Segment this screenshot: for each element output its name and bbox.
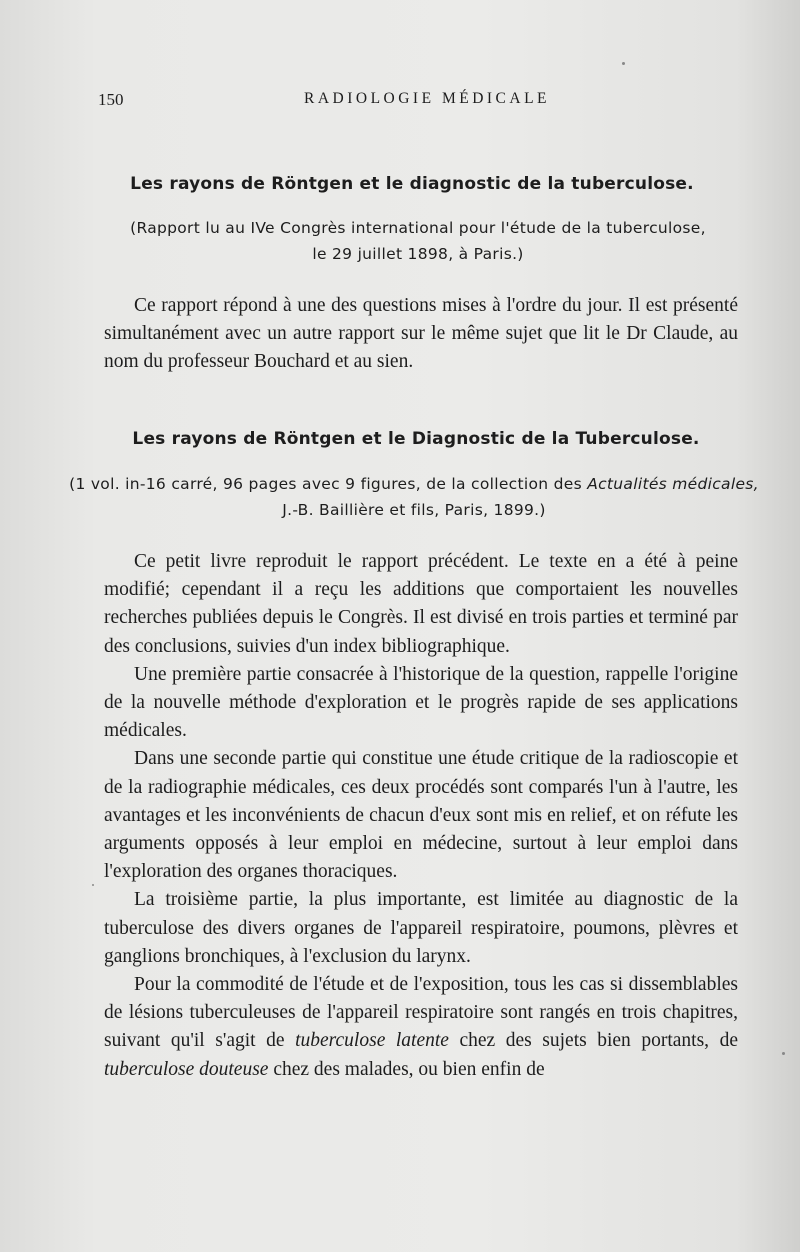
p5-text-2: chez des sujets bien portants, de	[448, 1030, 738, 1052]
livre-paragraph-2: Une première partie consacrée à l'historique de la question, rappelle l'origine de la nouvelle méthode d'exploration et le progrès rapide de ses applications médicales.	[104, 663, 738, 742]
rapport-paragraph: Ce rapport répond à une des questions mises à l'ordre du jour. Il est présenté simultanément avec un autre rapport sur le même sujet que lit le Dr Claude, au nom du professeur Bouchard et au sien.	[104, 295, 738, 373]
section-title-rapport: Les rayons de Röntgen et le diagnostic de la tuberculose.	[130, 174, 694, 194]
livre-subtitle-text: (1 vol. in-16 carré, 96 pages avec 9 figures, de la collection des	[69, 475, 588, 493]
page-number: 150	[98, 90, 124, 109]
rapport-subtitle-line1: (Rapport lu au IVe Congrès international pour l'étude de la tuberculose,	[130, 219, 706, 237]
section-title-livre: Les rayons de Röntgen et le Diagnostic de la Tuberculose.	[132, 429, 700, 449]
paper-speck	[92, 884, 94, 886]
paper-speck	[622, 62, 625, 65]
rapport-paragraph-block	[104, 292, 738, 377]
p5-italic-latente: tuberculose latente	[295, 1030, 449, 1052]
rapport-subtitle-line2: le 29 juillet 1898, à Paris.)	[312, 245, 524, 263]
running-title: RADIOLOGIE MÉDICALE	[304, 90, 551, 107]
p5-italic-douteuse: tuberculose douteuse	[104, 1058, 269, 1080]
livre-collection-name: Actualités médicales,	[587, 475, 759, 493]
livre-paragraphs	[104, 548, 738, 1084]
livre-paragraph-5	[104, 971, 738, 1084]
p5-text-1: Pour la commodité de l'étude et de l'exposition, tous les cas si dissemblables de lésions tuberculeuses de l'appareil respiratoire sont rangés en trois chapitres, suivant qu'il s'agit de	[104, 974, 738, 1052]
livre-subtitle-line2: J.-B. Baillière et fils, Paris, 1899.)	[282, 501, 546, 519]
running-head	[0, 88, 800, 112]
paper-speck	[782, 1052, 785, 1055]
livre-subtitle-line1	[14, 475, 800, 493]
livre-paragraph-3: Dans une seconde partie qui constitue une étude critique de la radioscopie et de la radiographie médicales, ces deux procédés sont comparés l'un à l'autre, les avantages et les inconvénients de chacun d'eux sont mis en relief, et on réfute les arguments opposés à leur emploi en médecine, surtout à leur emploi dans l'exploration des organes thoraciques.	[104, 748, 738, 883]
p5-text-3: chez des malades, ou bien enfin de	[268, 1058, 545, 1080]
livre-paragraph-4: La troisième partie, la plus importante, est limitée au diagnostic de la tuberculose des divers organes de l'appareil respiratoire, poumons, plèvres et ganglions bronchiques, à l'exclusion du larynx.	[104, 889, 738, 967]
livre-paragraph-1: Ce petit livre reproduit le rapport précédent. Le texte en a été à peine modifié; cependant il a reçu les additions que comportaient les nouvelles recherches publiées depuis le Congrès. Il est divisé en trois parties et terminé par des conclusions, suivies d'un index bibliographique.	[104, 551, 738, 657]
